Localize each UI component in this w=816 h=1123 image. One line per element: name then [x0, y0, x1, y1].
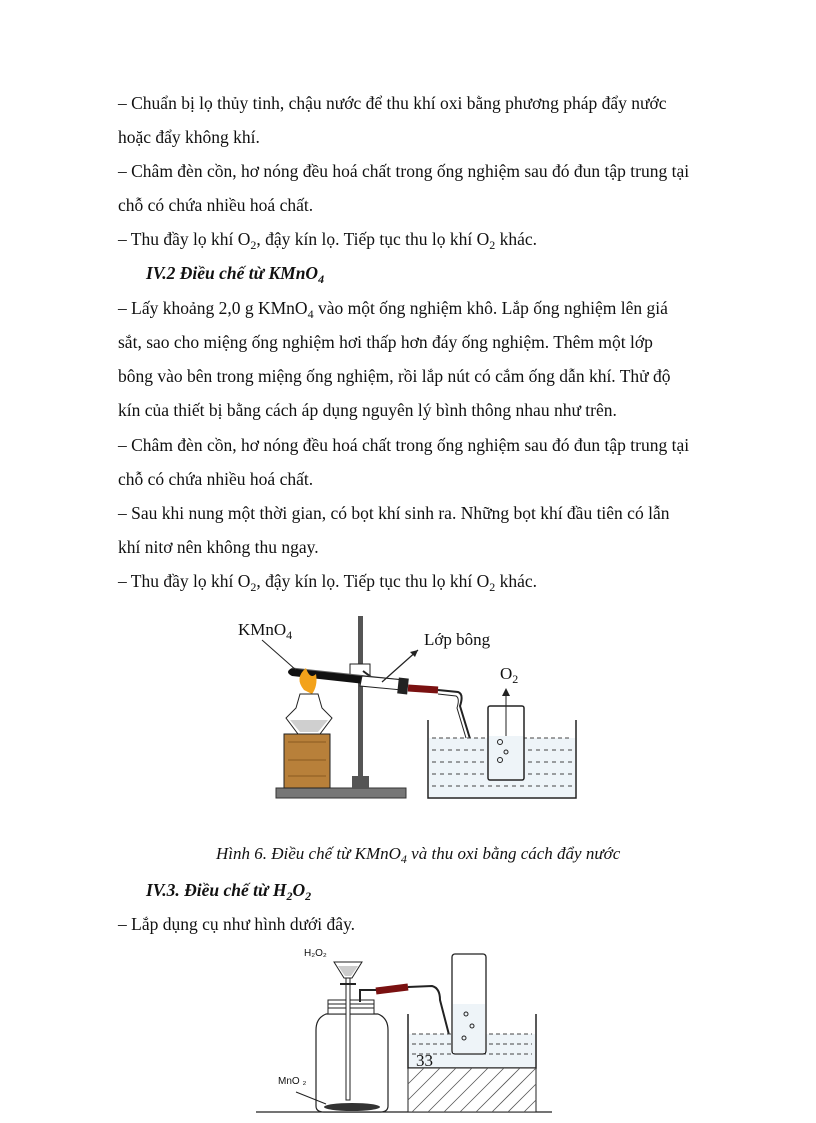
text-line: – Chuẩn bị lọ thủy tinh, chậu nước để thu khí oxi bằng phương pháp đẩy nước — [118, 93, 667, 113]
kmno4-label: KMnO$_4$ — [238, 620, 293, 642]
text-line: kín của thiết bị bằng cách áp dụng nguyên lý bình thông nhau như trên. — [118, 400, 617, 420]
h2o2-label: H₂O₂ — [304, 948, 327, 959]
text-line: – Châm đèn cồn, hơ nóng đều hoá chất trong ống nghiệm sau đó đun tập trung tại — [118, 161, 690, 181]
flask — [316, 1014, 388, 1112]
cotton-layer-label: Lớp bông — [424, 630, 491, 649]
h2o2-apparatus-diagram — [256, 944, 556, 1116]
stand-base — [276, 788, 406, 798]
text-line: – Thu đầy lọ khí $O_2$, đậy kín lọ. Tiếp tục thu lọ khí $O_2$ khác. — [118, 229, 538, 252]
stand-rod — [358, 616, 363, 788]
text-line: hoặc đẩy không khí. — [118, 127, 260, 147]
support-block — [408, 1068, 536, 1112]
text-line: – Châm đèn cồn, hơ nóng đều hoá chất trong ống nghiệm sau đó đun tập trung tại — [118, 435, 690, 455]
figure-kmno4-apparatus — [232, 610, 592, 810]
mno2-layer — [324, 1103, 380, 1111]
text-line: chỗ có chứa nhiều hoá chất. — [118, 195, 314, 215]
text-line: bông vào bên trong miệng ống nghiệm, rồi lắp nút có cắm ống dẫn khí. Thử độ — [118, 366, 671, 386]
text-line: sắt, sao cho miệng ống nghiệm hơi thấp hơn đáy ống nghiệm. Thêm một lớp — [118, 332, 653, 352]
text-line: – Thu đầy lọ khí $O_2$, đậy kín lọ. Tiếp tục thu lọ khí $O_2$ khác. — [118, 571, 538, 594]
figure-caption: Hình 6. Điều chế từ KMnO$_4$ và thu oxi bằng cách đẩy nước — [216, 844, 621, 866]
figure-h2o2-apparatus — [256, 944, 556, 1116]
o2-label: $O_2$ — [500, 664, 519, 686]
page-number: 33 — [416, 1051, 433, 1070]
text-line: – Lấy khoảng 2,0 g KMnO$_4$ vào một ống nghiệm khô. Lắp ống nghiệm lên giá — [118, 298, 668, 321]
text-line: – Sau khi nung một thời gian, có bọt khí sinh ra. Những bọt khí đầu tiên có lẫn — [118, 503, 670, 523]
section-heading: IV.3. Điều chế từ $H_2O_2$ — [146, 880, 312, 903]
text-line: chỗ có chứa nhiều hoá chất. — [118, 469, 314, 489]
text-line: khí nitơ nên không thu ngay. — [118, 537, 319, 557]
section-heading: IV.2 Điều chế từ KMnO$_4$ — [146, 263, 325, 286]
mno2-label: MnO ₂ — [278, 1076, 307, 1087]
text-line: – Lắp dụng cụ như hình dưới đây. — [118, 914, 356, 934]
